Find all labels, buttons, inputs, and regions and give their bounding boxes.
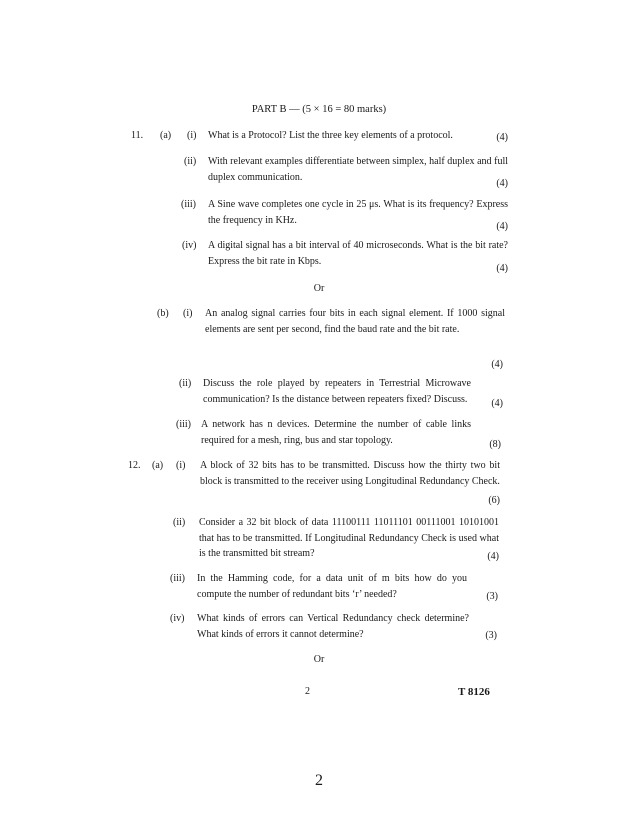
q11-a-i-roman: (i): [187, 130, 197, 141]
question-11-number: 11.: [131, 130, 144, 141]
q11-b-iii-marks: (8): [489, 439, 501, 450]
q12-a-iv-roman: (iv): [170, 613, 185, 624]
or-divider-12: Or: [313, 654, 325, 665]
q12-a-iii-text: In the Hamming code, for a data unit of m bits how do you compute the number of redundant bits ‘r’ needed?: [197, 573, 467, 600]
q11-a-label: (a): [160, 130, 172, 141]
q11-a-iii-roman: (iii): [181, 199, 196, 210]
q12-a-ii-roman: (ii): [173, 517, 186, 528]
q11-a-ii-marks: (4): [496, 178, 508, 189]
question-12-number: 12.: [128, 460, 141, 471]
q11-b-ii-roman: (ii): [179, 378, 192, 389]
q11-a-iii-text: A Sine wave completes one cycle in 25 μs. What is its frequency? Express the frequency in KHz.: [208, 199, 508, 226]
q12-a-label: (a): [152, 460, 164, 471]
q11-b-iii-text: A network has n devices. Determine the number of cable links required for a mesh, ring, bus and star topology.: [201, 419, 471, 446]
q11-b-ii-text: Discuss the role played by repeaters in Terrestrial Microwave communication? Is the distance between repeaters fixed? Discuss.: [203, 378, 471, 405]
q12-a-i-marks: (6): [488, 495, 500, 506]
q12-a-i-roman: (i): [176, 460, 186, 471]
q11-a-ii-roman: (ii): [184, 156, 197, 167]
q11-b-i-roman: (i): [183, 308, 193, 319]
q11-b-ii-marks: (4): [491, 398, 503, 409]
q11-b-i-marks: (4): [491, 359, 503, 370]
footer-page-number: 2: [305, 686, 310, 697]
q12-a-iv-marks: (3): [485, 630, 497, 641]
q11-a-iv-roman: (iv): [182, 240, 197, 251]
q11-a-iv-text: A digital signal has a bit interval of 40 microseconds. What is the bit rate? Express the bit rate in Kbps.: [208, 240, 508, 267]
q12-a-iv-text: What kinds of errors can Vertical Redundancy check determine? What kinds of errors it cannot determine?: [197, 613, 469, 640]
or-divider-11: Or: [313, 283, 325, 294]
q11-a-ii-text: With relevant examples differentiate between simplex, half duplex and full duplex communication.: [208, 156, 508, 183]
footer-exam-code: T 8126: [458, 686, 490, 698]
q11-b-iii-roman: (iii): [176, 419, 191, 430]
q12-a-ii-marks: (4): [487, 551, 499, 562]
q11-b-i-text: An analog signal carries four bits in each signal element. If 1000 signal elements are sent per second, find the baud rate and the bit rate.: [205, 308, 505, 335]
part-header: PART B — (5 × 16 = 80 marks): [251, 104, 387, 115]
q11-a-i-marks: (4): [496, 132, 508, 143]
bottom-page-number: 2: [315, 772, 323, 789]
q11-a-i-text: What is a Protocol? List the three key elements of a protocol.: [208, 130, 453, 141]
q11-a-iii-marks: (4): [496, 221, 508, 232]
q12-a-i-text: A block of 32 bits has to be transmitted. Discuss how the thirty two bit block is transmitted to the receiver using Longitudinal Redundancy Check.: [200, 460, 500, 487]
q12-a-ii-text: Consider a 32 bit block of data 11100111 11011101 00111001 10101001 that has to be transmitted. If Longitudinal Redundancy Check is used what is the transmitted bit stream?: [199, 517, 499, 559]
q12-a-iii-roman: (iii): [170, 573, 185, 584]
q12-a-iii-marks: (3): [486, 591, 498, 602]
q11-b-label: (b): [157, 308, 169, 319]
q11-a-iv-marks: (4): [496, 263, 508, 274]
